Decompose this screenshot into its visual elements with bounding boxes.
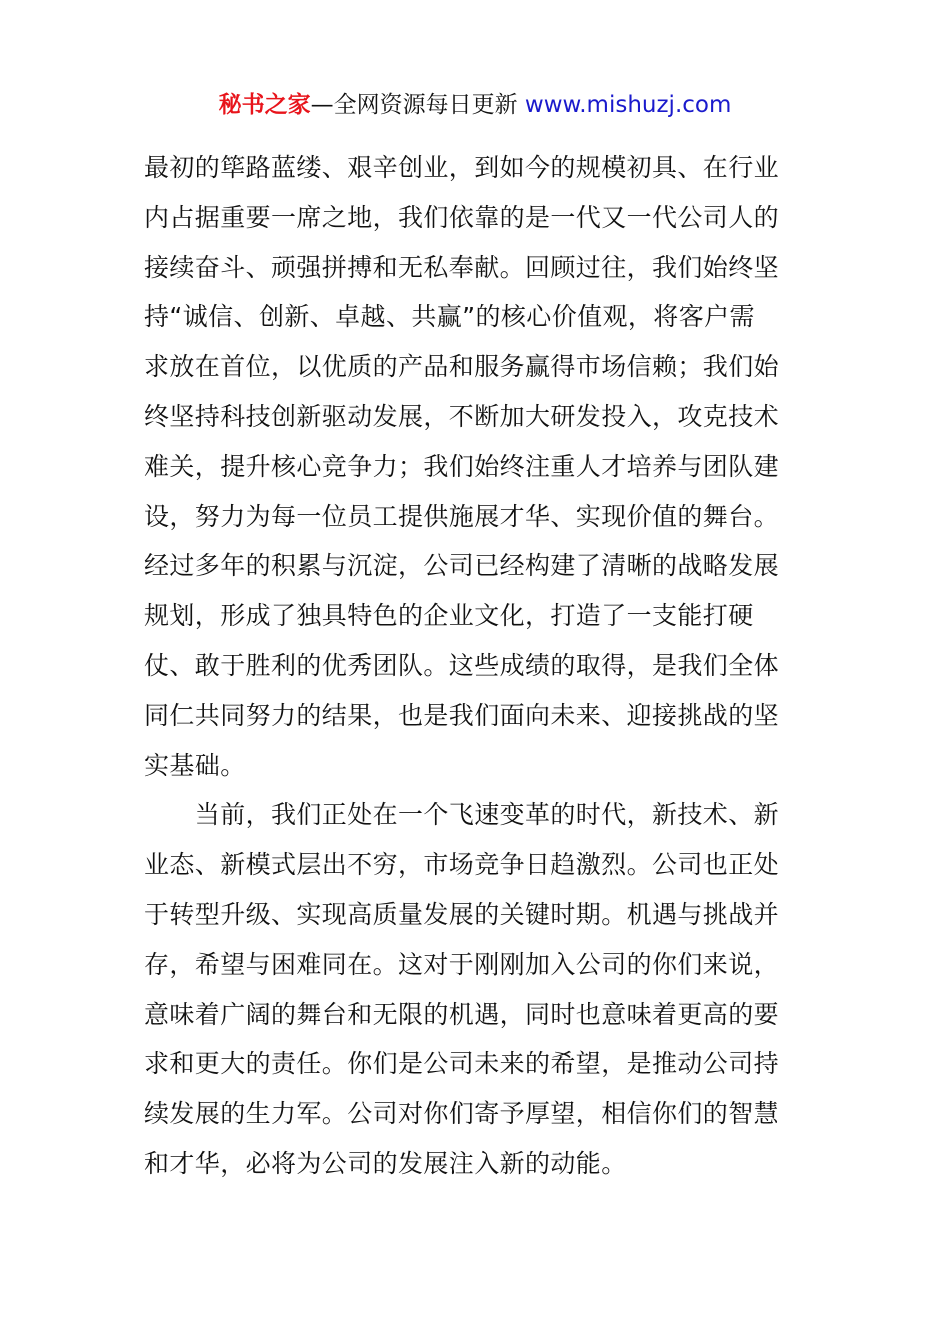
- text-line: 意味着广阔的舞台和无限的机遇，同时也意味着更高的要: [144, 999, 780, 1029]
- text-line: 规划，形成了独具特色的企业文化，打造了一支能打硬: [144, 601, 754, 631]
- text-line: 设，努力为每一位员工提供施展才华、实现价值的舞台。: [144, 501, 780, 531]
- text-line: 当前，我们正处在一个飞速变革的时代，新技术、新: [144, 800, 780, 830]
- text-line: 实基础。: [144, 750, 246, 780]
- page-header: [0, 88, 950, 122]
- text-line: 业态、新模式层出不穷，市场竞争日趋激烈。公司也正处: [144, 850, 780, 880]
- text-line: 终坚持科技创新驱动发展，不断加大研发投入，攻克技术: [144, 401, 780, 431]
- site-url-link[interactable]: www.mishuzj.com: [524, 92, 732, 118]
- text-line: 存，希望与困难同在。这对于刚刚加入公司的你们来说，: [144, 949, 780, 979]
- text-line: 求放在首位，以优质的产品和服务赢得市场信赖；我们始: [144, 352, 780, 382]
- text-line: 于转型升级、实现高质量发展的关键时期。机遇与挑战并: [144, 899, 780, 929]
- brand-name: 秘书之家: [218, 92, 311, 118]
- text-line: 续发展的生力军。公司对你们寄予厚望，相信你们的智慧: [144, 1099, 780, 1129]
- text-line: 内占据重要一席之地，我们依靠的是一代又一代公司人的: [144, 202, 780, 232]
- text-line: 最初的筚路蓝缕、艰辛创业，到如今的规模初具、在行业: [144, 153, 780, 182]
- text-line: 求和更大的责任。你们是公司未来的希望，是推动公司持: [144, 1049, 780, 1079]
- text-line: 同仁共同努力的结果，也是我们面向未来、迎接挑战的坚: [144, 700, 780, 730]
- text-line: 和才华，必将为公司的发展注入新的动能。: [144, 1148, 627, 1178]
- text-line: 难关，提升核心竞争力；我们始终注重人才培养与团队建: [144, 451, 780, 481]
- text-line: 仗、敢于胜利的优秀团队。这些成绩的取得，是我们全体: [144, 650, 780, 680]
- text-line: 经过多年的积累与沉淀，公司已经构建了清晰的战略发展: [144, 551, 780, 581]
- document-body: [144, 143, 808, 1189]
- text-line: 持“诚信、创新、卓越、共赢”的核心价值观，将客户需: [144, 302, 755, 332]
- header-tagline: —全网资源每日更新: [310, 92, 525, 118]
- text-line: 接续奋斗、顽强拼搏和无私奉献。回顾过往，我们始终坚: [144, 252, 780, 282]
